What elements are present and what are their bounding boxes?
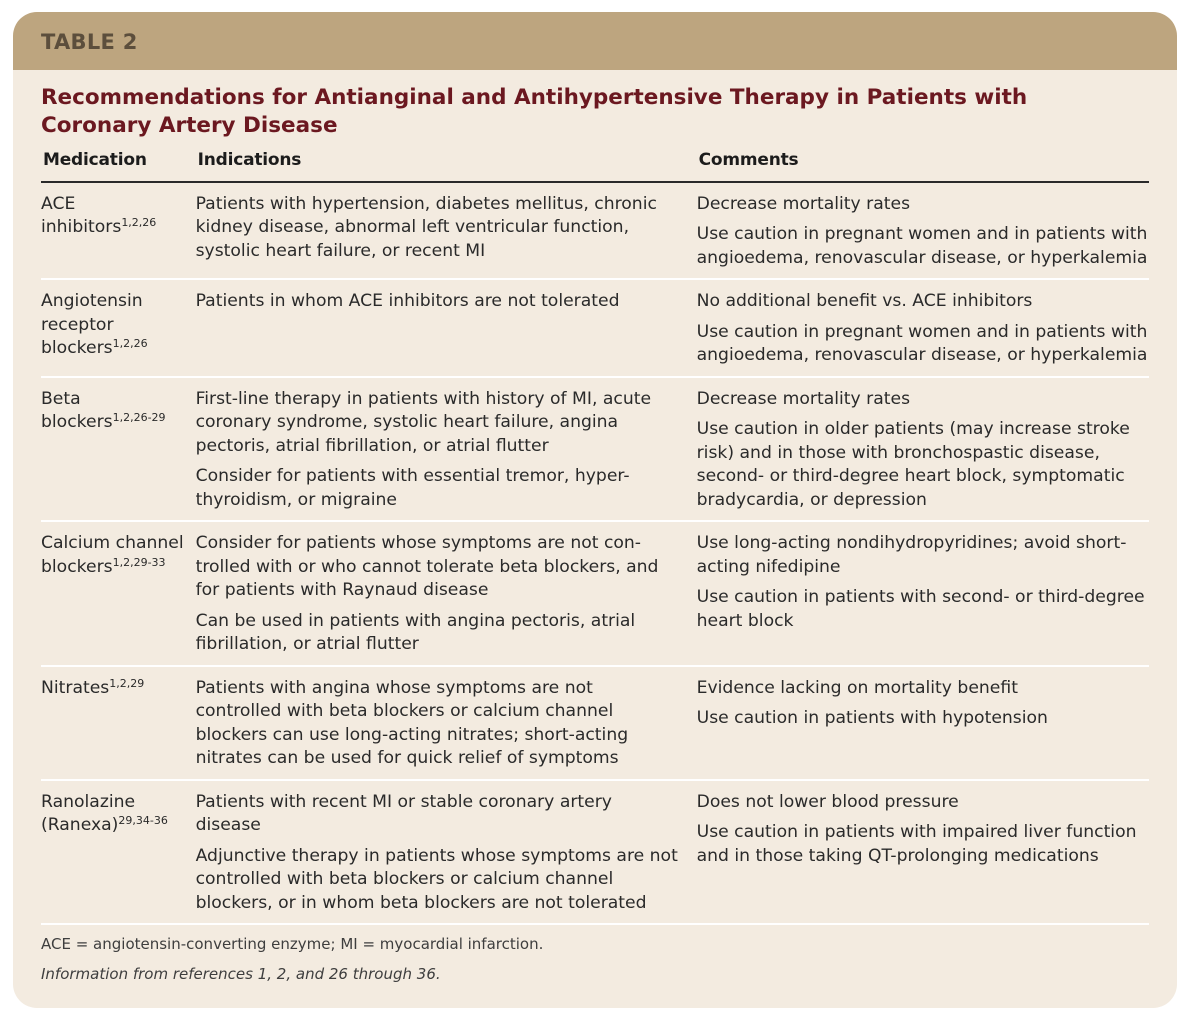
medication-name: Beta blockers [41, 388, 113, 432]
comment-text: Use caution in older patients (may increase stroke risk) and in those with bronchospastic disease, second- or third-degree heart block, symptomatic bradycardia, or depression [696, 419, 1130, 510]
card-header [13, 12, 1177, 70]
reference-superscript: 1,2,26 [112, 337, 148, 350]
reference-superscript: 1,2,29-33 [112, 555, 166, 569]
medication-cell [41, 780, 196, 925]
medication-name: Nitrates [41, 677, 110, 698]
reference-superscript: 1,2,26-29 [112, 411, 166, 424]
comment-text: Use caution in pregnant women and in patients with angioedema, renovascular disease, or hyperkalemia [696, 321, 1148, 365]
indications-cell [196, 182, 697, 280]
comments-cell [697, 780, 1149, 925]
comment-text: Decrease mortality rates [696, 388, 911, 409]
indication-text: Adjunctive therapy in patients whose symptoms are not controlled with beta blockers or calcium channel blockers, or in whom beta blockers are not tolerated [195, 845, 678, 913]
comments-cell [697, 377, 1149, 522]
indication-text: First-line therapy in patients with history of MI, acute coronary syndrome, systolic heart failure, angina pectoris, atrial fibrillation, or atrial flutter [195, 388, 652, 456]
medication-cell [41, 521, 196, 666]
indications-cell [196, 279, 697, 377]
indications-cell [196, 780, 697, 925]
comment-text: Does not lower blood pressure [696, 791, 959, 812]
comment-text: No additional benefit vs. ACE inhibitors [696, 291, 1033, 311]
medication-cell [41, 182, 196, 280]
source-footnote: Information from references 1, 2, and 26 through 36. [41, 965, 441, 983]
reference-superscript: 29,34-36 [118, 814, 168, 827]
comment-text: Decrease mortality rates [696, 193, 911, 214]
recommendations-table [41, 149, 1149, 925]
column-header-medication: Medication [41, 149, 196, 182]
comment-text: Use long-acting nondihydropyridines; avoid short-acting nifedipine [696, 533, 1127, 577]
column-header-indications: Indications [196, 149, 697, 182]
comment-text: Use caution in patients with hypotension [696, 708, 1048, 728]
indication-text: Consider for patients whose symptoms are not con-trolled with or who cannot tolerate beta blockers, and for patients with Raynaud disease [195, 533, 659, 600]
comment-text: Use caution in patients with second- or third-degree heart block [696, 587, 1145, 631]
comments-cell [697, 521, 1149, 666]
abbreviation-footnote: ACE = angiotensin-converting enzyme; MI = myocardial infarction. [41, 935, 544, 953]
table-title: Recommendations for Antianginal and Antihypertensive Therapy in Patients with Coronary Artery Disease [41, 85, 1028, 138]
indications-cell [196, 377, 697, 522]
indication-text: Patients with recent MI or stable coronary artery disease [195, 791, 612, 835]
table-card [13, 12, 1177, 1008]
table-label: TABLE 2 [41, 30, 138, 54]
comments-cell [697, 182, 1149, 280]
comments-cell [697, 666, 1149, 780]
table-row [41, 780, 1149, 925]
indication-text: Patients in whom ACE inhibitors are not tolerated [195, 291, 620, 311]
table-row [41, 182, 1149, 280]
indication-text: Patients with hypertension, diabetes mellitus, chronic kidney disease, abnormal left ventricular function, systolic heart failure, or recent MI [195, 193, 657, 261]
reference-superscript: 1,2,26 [121, 216, 157, 229]
medication-name: Angiotensin receptor blockers [41, 291, 143, 358]
medication-name: Ranolazine (Ranexa) [41, 791, 136, 835]
indication-text: Patients with angina whose symptoms are not controlled with beta blockers or calcium channel blockers can use long-acting nitrates; short-acting nitrates can be used for quick relief of symptoms [195, 677, 629, 768]
medication-name: ACE inhibitors [41, 193, 122, 237]
medication-cell [41, 279, 196, 377]
header-row [41, 149, 1149, 182]
table-row [41, 377, 1149, 522]
indication-text: Consider for patients with essential tremor, hyper-thyroidism, or migraine [195, 466, 630, 510]
column-header-comments: Comments [697, 149, 1149, 182]
comment-text: Use caution in patients with impaired liver function and in those taking QT-prolonging medications [696, 822, 1137, 866]
indications-cell [196, 521, 697, 666]
comment-text: Evidence lacking on mortality benefit [696, 677, 1018, 698]
comments-cell [697, 279, 1149, 377]
medication-name: Calcium channel blockers [41, 533, 184, 577]
table-row [41, 279, 1149, 377]
indication-text: Can be used in patients with angina pectoris, atrial fibrillation, or atrial flutter [195, 610, 636, 654]
comment-text: Use caution in pregnant women and in patients with angioedema, renovascular disease, or hyperkalemia [696, 224, 1148, 268]
table-row [41, 666, 1149, 780]
reference-superscript: 1,2,29 [109, 676, 145, 690]
medication-cell [41, 666, 196, 780]
indications-cell [196, 666, 697, 780]
medication-cell [41, 377, 196, 522]
table-row [41, 521, 1149, 666]
